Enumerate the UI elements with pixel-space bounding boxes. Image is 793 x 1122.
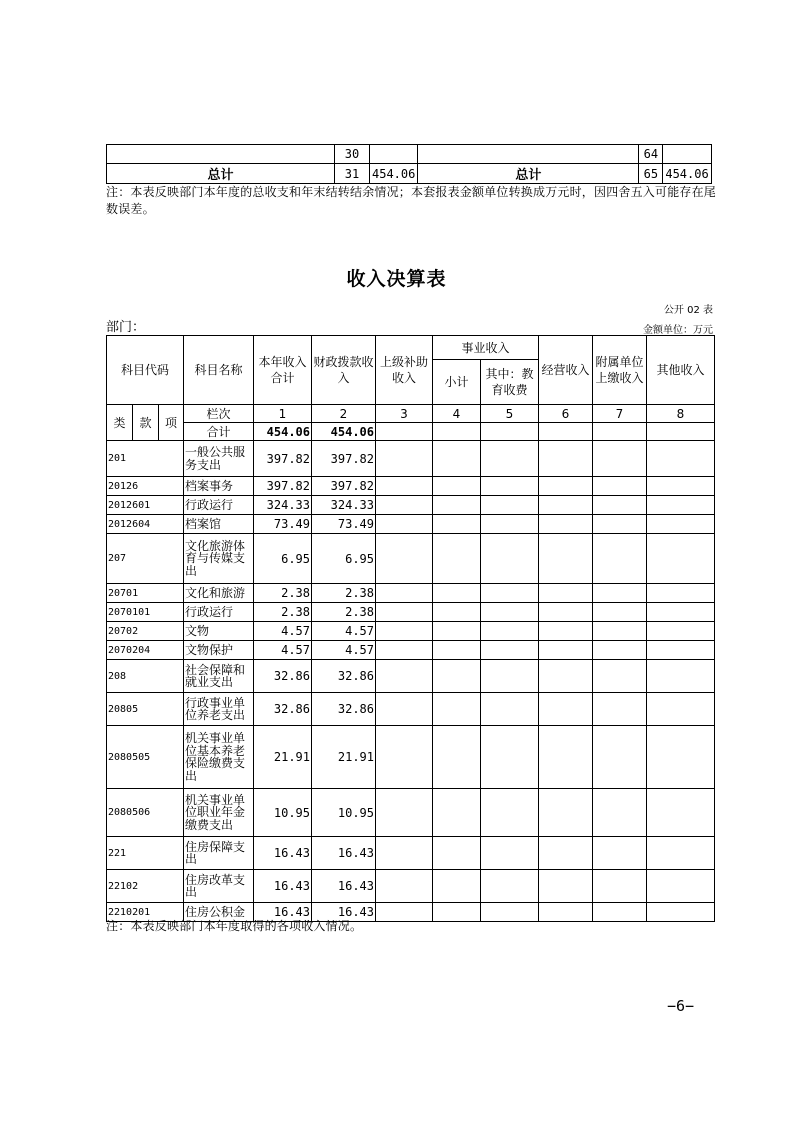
fiscal-allocation-value: 16.43 <box>312 837 376 870</box>
empty-cell <box>647 693 715 726</box>
subject-name: 社会保障和就业支出 <box>184 660 254 693</box>
empty-cell <box>433 870 481 903</box>
empty-cell <box>433 534 481 584</box>
empty-cell <box>647 622 715 641</box>
total-income-value: 73.49 <box>254 515 312 534</box>
header-business-subtotal: 小计 <box>433 360 481 405</box>
empty-cell <box>647 477 715 496</box>
empty-cell <box>433 789 481 837</box>
page-number: −6− <box>667 997 695 1015</box>
empty-cell <box>647 789 715 837</box>
empty-cell <box>647 584 715 603</box>
subject-code: 20702 <box>107 622 184 641</box>
header-operating-income: 经营收入 <box>539 336 593 405</box>
table-row <box>107 603 715 622</box>
unit-label: 金额单位：万元 <box>643 325 713 336</box>
empty-cell <box>647 903 715 922</box>
empty-cell <box>433 515 481 534</box>
empty-cell <box>593 837 647 870</box>
table-row <box>107 693 715 726</box>
header-fiscal-allocation: 财政拨款收入 <box>312 336 376 405</box>
department-label: 部门： <box>106 320 146 335</box>
fiscal-allocation-value: 2.38 <box>312 603 376 622</box>
subject-name: 文化和旅游 <box>184 584 254 603</box>
subject-code: 20126 <box>107 477 184 496</box>
total-income-value: 16.43 <box>254 837 312 870</box>
line-number: 64 <box>639 145 663 164</box>
empty-cell <box>433 477 481 496</box>
empty-cell <box>433 641 481 660</box>
subject-name: 一般公共服务支出 <box>184 441 254 477</box>
empty-cell <box>593 534 647 584</box>
column-number: 6 <box>539 405 593 423</box>
fiscal-allocation-value: 6.95 <box>312 534 376 584</box>
total-income-value: 32.86 <box>254 660 312 693</box>
fiscal-allocation-value: 4.57 <box>312 641 376 660</box>
empty-cell <box>647 496 715 515</box>
header-other-income: 其他收入 <box>647 336 715 405</box>
total-income-value: 4.57 <box>254 622 312 641</box>
empty-cell <box>647 837 715 870</box>
table-row <box>107 584 715 603</box>
header-xiang: 项 <box>159 405 184 441</box>
empty-cell <box>539 603 593 622</box>
subject-name: 行政运行 <box>184 496 254 515</box>
fiscal-allocation-value: 397.82 <box>312 477 376 496</box>
total-income-value: 32.86 <box>254 693 312 726</box>
total-income-value: 16.43 <box>254 870 312 903</box>
empty-cell <box>481 660 539 693</box>
empty-cell <box>376 534 433 584</box>
fiscal-allocation-value: 2.38 <box>312 584 376 603</box>
empty-cell <box>376 660 433 693</box>
empty-cell <box>593 660 647 693</box>
total-row <box>107 164 712 184</box>
empty-cell <box>376 837 433 870</box>
fiscal-allocation-value: 16.43 <box>312 870 376 903</box>
empty-cell <box>593 903 647 922</box>
empty-cell <box>539 870 593 903</box>
empty-cell <box>647 726 715 789</box>
empty-cell <box>481 726 539 789</box>
fiscal-allocation-value: 4.57 <box>312 622 376 641</box>
subject-name: 机关事业单位基本养老保险缴费支出 <box>184 726 254 789</box>
table-row <box>107 789 715 837</box>
subject-name: 文物 <box>184 622 254 641</box>
table-row <box>107 726 715 789</box>
subject-code: 201 <box>107 441 184 477</box>
empty-cell <box>593 726 647 789</box>
empty-cell <box>433 496 481 515</box>
total-label: 合计 <box>184 423 254 441</box>
empty-cell <box>376 496 433 515</box>
total-income-value: 10.95 <box>254 789 312 837</box>
empty-cell <box>593 496 647 515</box>
empty-cell <box>433 660 481 693</box>
header-affiliate-income: 附属单位上缴收入 <box>593 336 647 405</box>
page-title: 收入决算表 <box>346 268 447 290</box>
empty-cell <box>481 515 539 534</box>
column-number: 5 <box>481 405 539 423</box>
empty-cell <box>481 693 539 726</box>
empty-cell <box>593 870 647 903</box>
fiscal-allocation-value: 16.43 <box>312 903 376 922</box>
table-row <box>107 837 715 870</box>
empty-cell <box>539 837 593 870</box>
table-row <box>107 641 715 660</box>
header-column-no: 栏次 <box>184 405 254 423</box>
empty-cell <box>433 622 481 641</box>
total-label: 总计 <box>418 164 639 184</box>
empty-cell <box>539 660 593 693</box>
total-row <box>107 423 715 441</box>
empty-cell <box>593 477 647 496</box>
empty-cell <box>376 726 433 789</box>
total-income-value: 454.06 <box>254 423 312 441</box>
empty-cell <box>647 515 715 534</box>
empty-cell <box>481 837 539 870</box>
line-number: 31 <box>335 164 370 184</box>
empty-cell <box>433 903 481 922</box>
empty-cell <box>481 903 539 922</box>
empty-cell <box>481 584 539 603</box>
total-income-value: 4.57 <box>254 641 312 660</box>
empty-cell <box>539 496 593 515</box>
empty-cell <box>376 903 433 922</box>
table-row <box>107 515 715 534</box>
empty-cell <box>376 515 433 534</box>
empty-cell <box>593 515 647 534</box>
fiscal-allocation-value: 10.95 <box>312 789 376 837</box>
subject-name: 住房保障支出 <box>184 837 254 870</box>
subject-code: 2080506 <box>107 789 184 837</box>
header-business-income: 事业收入 <box>433 336 539 360</box>
empty-cell <box>433 441 481 477</box>
empty-cell <box>433 837 481 870</box>
total-label: 总计 <box>107 164 335 184</box>
empty-cell <box>593 641 647 660</box>
empty-cell <box>433 584 481 603</box>
empty-cell <box>481 622 539 641</box>
subject-code: 2012604 <box>107 515 184 534</box>
column-number: 4 <box>433 405 481 423</box>
total-income-value: 16.43 <box>254 903 312 922</box>
column-number: 2 <box>312 405 376 423</box>
total-value: 454.06 <box>370 164 418 184</box>
total-income-value: 397.82 <box>254 477 312 496</box>
table-row <box>107 534 715 584</box>
income-table <box>106 335 715 922</box>
empty-cell <box>481 789 539 837</box>
empty-cell <box>481 441 539 477</box>
empty-cell <box>481 603 539 622</box>
subject-name: 文化旅游体育与传媒支出 <box>184 534 254 584</box>
empty-cell <box>376 603 433 622</box>
empty-cell <box>481 534 539 584</box>
empty-cell <box>376 477 433 496</box>
empty-cell <box>539 641 593 660</box>
empty-cell <box>433 693 481 726</box>
column-number: 7 <box>593 405 647 423</box>
empty-cell <box>539 903 593 922</box>
income-table-note: 注：本表反映部门本年度取得的各项收入情况。 <box>106 919 363 933</box>
empty-cell <box>539 726 593 789</box>
subject-name: 住房公积金 <box>184 903 254 922</box>
empty-cell <box>539 693 593 726</box>
empty-cell <box>647 660 715 693</box>
empty-cell <box>593 584 647 603</box>
header-superior-subsidy: 上级补助收入 <box>376 336 433 405</box>
line-number: 30 <box>335 145 370 164</box>
table-row <box>107 870 715 903</box>
empty-cell <box>433 603 481 622</box>
total-income-value: 397.82 <box>254 441 312 477</box>
empty-cell <box>593 789 647 837</box>
subject-code: 221 <box>107 837 184 870</box>
empty-cell <box>647 534 715 584</box>
header-subject-name: 科目名称 <box>184 336 254 405</box>
subject-code: 20805 <box>107 693 184 726</box>
column-number: 8 <box>647 405 715 423</box>
table-row <box>107 622 715 641</box>
subject-code: 2080505 <box>107 726 184 789</box>
total-value: 454.06 <box>663 164 711 184</box>
total-income-value: 6.95 <box>254 534 312 584</box>
empty-cell <box>539 477 593 496</box>
empty-cell <box>376 870 433 903</box>
fiscal-allocation-value: 324.33 <box>312 496 376 515</box>
subject-name: 档案事务 <box>184 477 254 496</box>
fiscal-allocation-value: 397.82 <box>312 441 376 477</box>
empty-cell <box>376 441 433 477</box>
header-total-income: 本年收入合计 <box>254 336 312 405</box>
subject-name: 文物保护 <box>184 641 254 660</box>
table-row <box>107 496 715 515</box>
subject-code: 207 <box>107 534 184 584</box>
subject-name: 机关事业单位职业年金缴费支出 <box>184 789 254 837</box>
column-number: 3 <box>376 405 433 423</box>
header-kuan: 款 <box>133 405 159 441</box>
table-row <box>107 477 715 496</box>
table-number: 公开 02 表 <box>663 305 713 316</box>
empty-cell <box>433 726 481 789</box>
total-income-value: 324.33 <box>254 496 312 515</box>
empty-cell <box>593 693 647 726</box>
empty-cell <box>376 584 433 603</box>
total-income-value: 21.91 <box>254 726 312 789</box>
empty-cell <box>481 477 539 496</box>
subject-name: 行政运行 <box>184 603 254 622</box>
empty-cell <box>376 693 433 726</box>
empty-cell <box>539 441 593 477</box>
empty-cell <box>593 603 647 622</box>
table-row <box>107 660 715 693</box>
line-number: 65 <box>639 164 663 184</box>
total-income-value: 2.38 <box>254 584 312 603</box>
header-education-fees: 其中：教育收费 <box>481 360 539 405</box>
header-lei: 类 <box>107 405 133 441</box>
total-fiscal-value: 454.06 <box>312 423 376 441</box>
fiscal-allocation-value: 21.91 <box>312 726 376 789</box>
summary-table-note: 注：本表反映部门本年度的总收支和年末结转结余情况；本套报表金额单位转换成万元时，因四舍五入可能存在尾数误差。 <box>106 185 717 216</box>
empty-cell <box>593 441 647 477</box>
subject-name: 档案馆 <box>184 515 254 534</box>
subject-code: 2210201 <box>107 903 184 922</box>
subject-code: 2070204 <box>107 641 184 660</box>
fiscal-allocation-value: 32.86 <box>312 693 376 726</box>
empty-cell <box>593 622 647 641</box>
subject-code: 208 <box>107 660 184 693</box>
empty-cell <box>376 641 433 660</box>
header-subject-code: 科目代码 <box>107 336 184 405</box>
empty-cell <box>481 870 539 903</box>
empty-cell <box>647 603 715 622</box>
empty-cell <box>481 496 539 515</box>
table-row <box>107 145 712 164</box>
subject-name: 住房改革支出 <box>184 870 254 903</box>
empty-cell <box>647 870 715 903</box>
empty-cell <box>539 622 593 641</box>
empty-cell <box>376 789 433 837</box>
subject-name: 行政事业单位养老支出 <box>184 693 254 726</box>
empty-cell <box>539 584 593 603</box>
summary-table-fragment <box>106 144 712 184</box>
empty-cell <box>647 441 715 477</box>
empty-cell <box>647 641 715 660</box>
empty-cell <box>376 622 433 641</box>
table-row <box>107 441 715 477</box>
empty-cell <box>481 641 539 660</box>
empty-cell <box>539 515 593 534</box>
total-income-value: 2.38 <box>254 603 312 622</box>
column-number: 1 <box>254 405 312 423</box>
empty-cell <box>539 534 593 584</box>
subject-code: 2012601 <box>107 496 184 515</box>
subject-code: 22102 <box>107 870 184 903</box>
empty-cell <box>539 789 593 837</box>
fiscal-allocation-value: 73.49 <box>312 515 376 534</box>
fiscal-allocation-value: 32.86 <box>312 660 376 693</box>
subject-code: 2070101 <box>107 603 184 622</box>
subject-code: 20701 <box>107 584 184 603</box>
